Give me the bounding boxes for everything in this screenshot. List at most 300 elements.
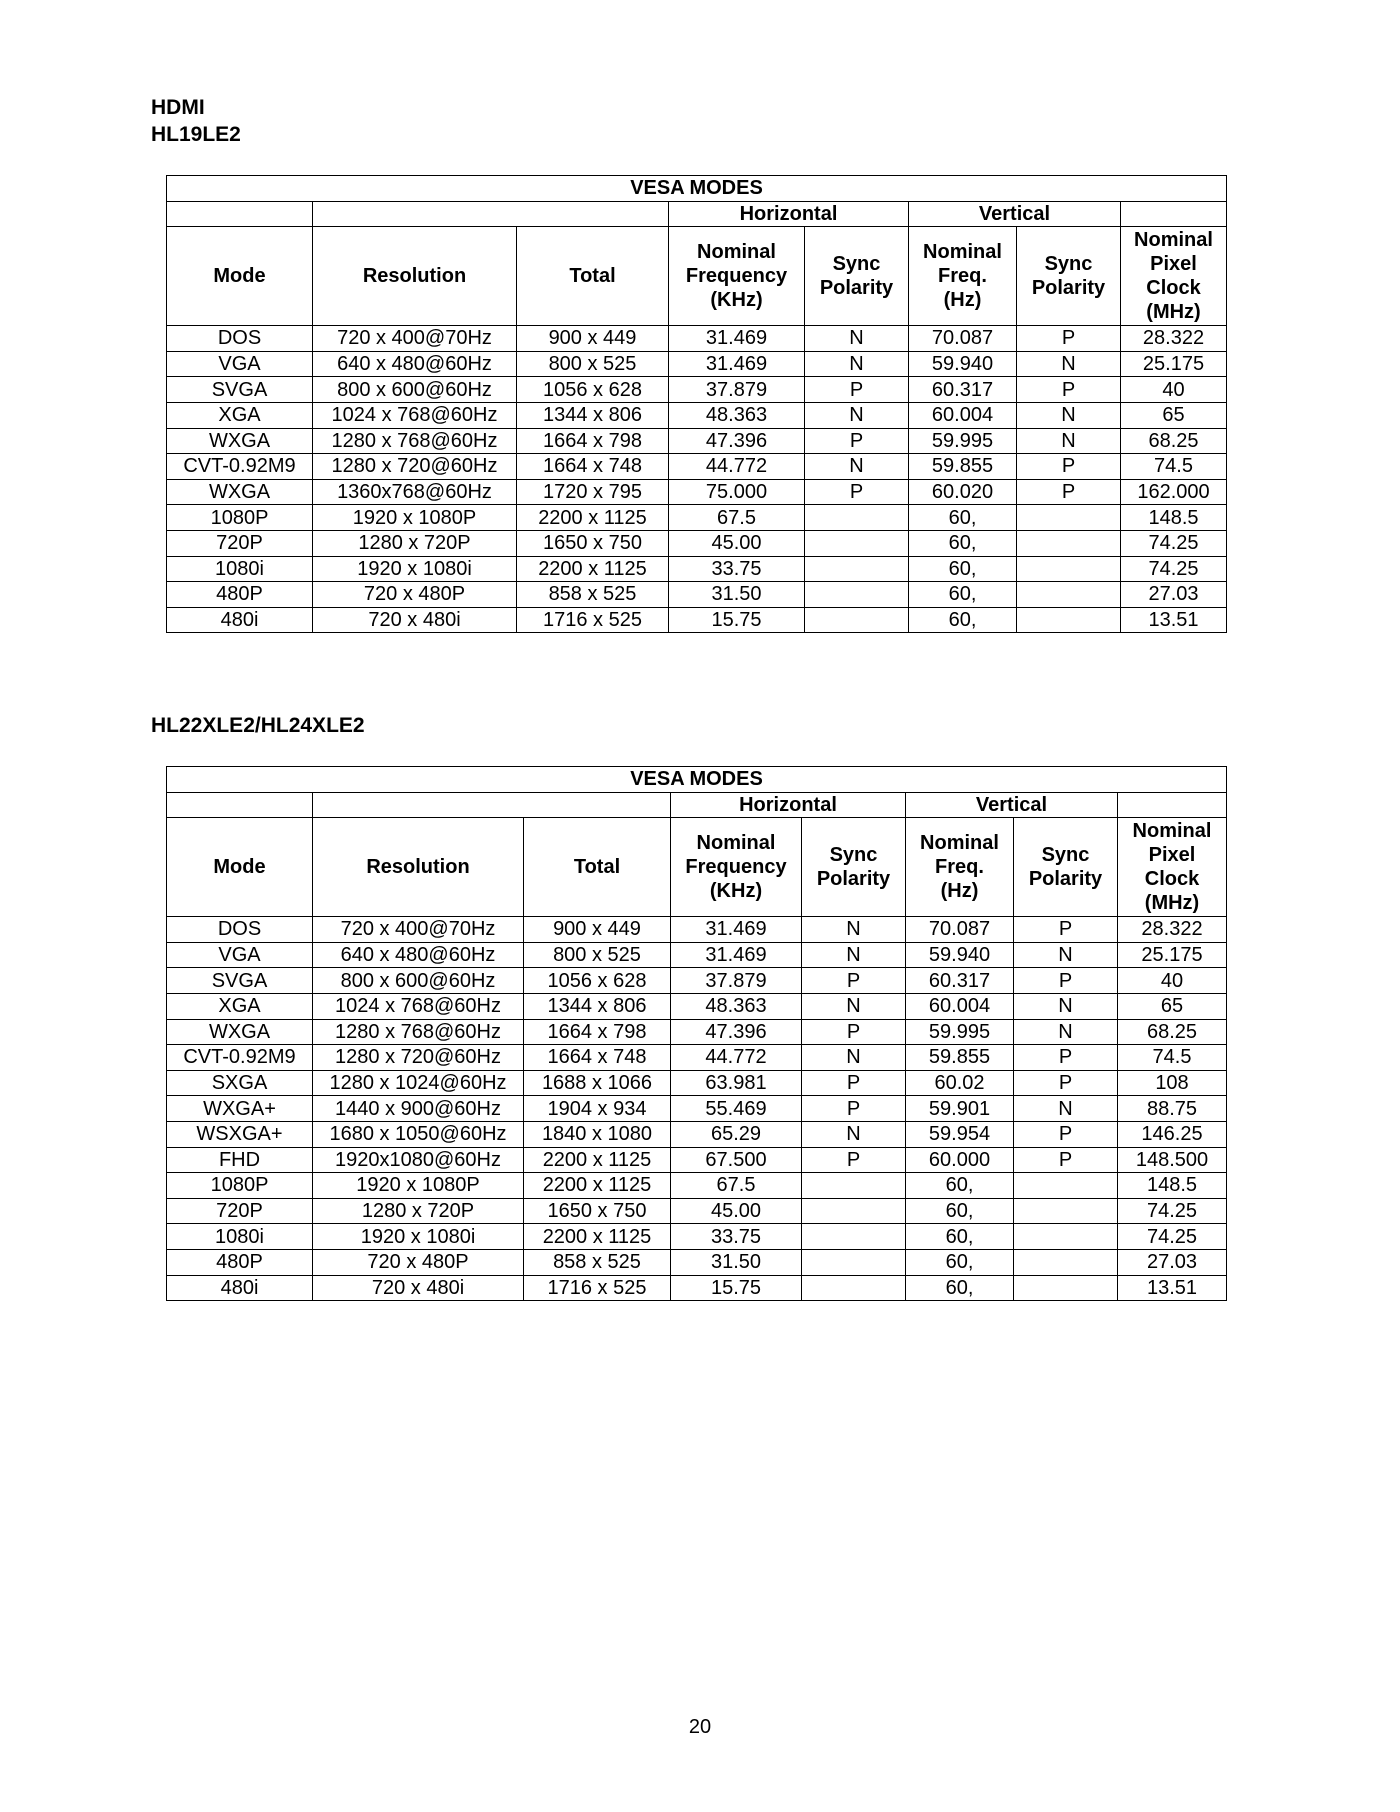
resolution-cell: 720 x 480P (313, 1249, 524, 1275)
total-cell: 1664 x 798 (517, 428, 669, 454)
h-sync-polarity-cell: P (802, 968, 906, 994)
table-row (167, 1224, 1227, 1250)
table-row (167, 968, 1227, 994)
h-frequency-cell: 37.879 (671, 968, 802, 994)
table-row (167, 1249, 1227, 1275)
header-line: Freq. (938, 265, 987, 288)
table-row (167, 1147, 1227, 1173)
table-row (167, 505, 1227, 531)
pixel-clock-cell: 40 (1118, 968, 1227, 994)
section-heading: HDMI (151, 96, 205, 119)
total-cell: 2200 x 1125 (517, 505, 669, 531)
v-sync-polarity-cell: P (1017, 479, 1121, 505)
table-row (167, 1045, 1227, 1071)
v-frequency-cell: 70.087 (906, 917, 1014, 943)
pixel-clock-cell: 65 (1121, 402, 1227, 428)
total-cell: 858 x 525 (524, 1249, 671, 1275)
h-sync-polarity-cell: P (805, 479, 909, 505)
h-sync-polarity-cell (805, 556, 909, 582)
total-cell: 1664 x 748 (524, 1045, 671, 1071)
model-heading-hl19le2: HL19LE2 (151, 123, 241, 146)
total-cell: 1056 x 628 (517, 377, 669, 403)
v-sync-polarity-cell: N (1014, 942, 1118, 968)
table-row (167, 1173, 1227, 1199)
header-line: (KHz) (710, 289, 763, 312)
group-header-blank (313, 792, 671, 818)
mode-cell: DOS (167, 917, 313, 943)
mode-cell: WSXGA+ (167, 1121, 313, 1147)
pixel-clock-cell: 74.25 (1118, 1198, 1227, 1224)
h-frequency-cell: 67.5 (669, 505, 805, 531)
resolution-cell: 1440 x 900@60Hz (313, 1096, 524, 1122)
v-frequency-cell: 59.995 (909, 428, 1017, 454)
v-sync-polarity-cell: N (1014, 1019, 1118, 1045)
h-sync-polarity-cell (805, 505, 909, 531)
col-header-total: Total (524, 818, 671, 917)
h-sync-polarity-cell (805, 582, 909, 608)
mode-cell: WXGA+ (167, 1096, 313, 1122)
header-line: Frequency (685, 856, 787, 879)
mode-cell: CVT-0.92M9 (167, 1045, 313, 1071)
v-sync-polarity-cell (1017, 582, 1121, 608)
total-cell: 1688 x 1066 (524, 1070, 671, 1096)
resolution-cell: 800 x 600@60Hz (313, 377, 517, 403)
table-title: VESA MODES (167, 767, 1227, 793)
h-frequency-cell: 15.75 (669, 607, 805, 633)
table-row (167, 556, 1227, 582)
h-sync-polarity-cell: N (805, 351, 909, 377)
pixel-clock-cell: 40 (1121, 377, 1227, 403)
col-header-total: Total (517, 227, 669, 326)
h-sync-polarity-cell: P (802, 1147, 906, 1173)
h-frequency-cell: 15.75 (671, 1275, 802, 1301)
v-sync-polarity-cell: P (1014, 1070, 1118, 1096)
resolution-cell: 1920 x 1080P (313, 505, 517, 531)
table-body (167, 326, 1227, 633)
col-header-v-nominal-freq (909, 227, 1017, 326)
mode-cell: 480P (167, 582, 313, 608)
table-row (167, 1121, 1227, 1147)
h-frequency-cell: 31.50 (669, 582, 805, 608)
mode-cell: 1080P (167, 505, 313, 531)
h-sync-polarity-cell (805, 607, 909, 633)
pixel-clock-cell: 28.322 (1121, 326, 1227, 352)
group-header-blank (167, 201, 313, 227)
pixel-clock-cell: 74.25 (1121, 556, 1227, 582)
resolution-cell: 1360x768@60Hz (313, 479, 517, 505)
header-line: Nominal (923, 241, 1002, 264)
header-line: Sync (1041, 844, 1090, 867)
col-header-h-nominal-frequency (669, 227, 805, 326)
header-line: Sync (829, 844, 878, 867)
v-frequency-cell: 60, (906, 1198, 1014, 1224)
header-line: (KHz) (709, 880, 763, 903)
resolution-cell: 1024 x 768@60Hz (313, 402, 517, 428)
resolution-cell: 720 x 400@70Hz (313, 917, 524, 943)
resolution-cell: 1920 x 1080P (313, 1173, 524, 1199)
h-sync-polarity-cell (802, 1224, 906, 1250)
v-sync-polarity-cell (1017, 530, 1121, 556)
mode-cell: DOS (167, 326, 313, 352)
total-cell: 1650 x 750 (517, 530, 669, 556)
mode-cell: WXGA (167, 479, 313, 505)
header-line: (MHz) (1144, 892, 1200, 915)
v-sync-polarity-cell: P (1014, 917, 1118, 943)
resolution-cell: 1280 x 720@60Hz (313, 454, 517, 480)
table-row (167, 1070, 1227, 1096)
pixel-clock-cell: 146.25 (1118, 1121, 1227, 1147)
v-frequency-cell: 60.317 (909, 377, 1017, 403)
mode-cell: 480i (167, 607, 313, 633)
header-line: Nominal (1132, 820, 1212, 843)
total-cell: 1840 x 1080 (524, 1121, 671, 1147)
pixel-clock-cell: 74.25 (1118, 1224, 1227, 1250)
total-cell: 800 x 525 (517, 351, 669, 377)
total-cell: 1720 x 795 (517, 479, 669, 505)
col-header-v-sync-polarity (1017, 227, 1121, 326)
pixel-clock-cell: 13.51 (1121, 607, 1227, 633)
h-frequency-cell: 31.469 (671, 942, 802, 968)
v-frequency-cell: 59.855 (909, 454, 1017, 480)
header-line: Polarity (1031, 277, 1106, 300)
h-frequency-cell: 67.5 (671, 1173, 802, 1199)
mode-cell: 720P (167, 530, 313, 556)
col-header-h-sync-polarity (802, 818, 906, 917)
h-sync-polarity-cell: N (802, 993, 906, 1019)
v-frequency-cell: 59.855 (906, 1045, 1014, 1071)
resolution-cell: 640 x 480@60Hz (313, 351, 517, 377)
resolution-cell: 1024 x 768@60Hz (313, 993, 524, 1019)
table-row (167, 1275, 1227, 1301)
pixel-clock-cell: 65 (1118, 993, 1227, 1019)
v-frequency-cell: 59.940 (906, 942, 1014, 968)
mode-cell: VGA (167, 351, 313, 377)
resolution-cell: 640 x 480@60Hz (313, 942, 524, 968)
header-line: Clock (1146, 277, 1201, 300)
mode-cell: SVGA (167, 377, 313, 403)
pixel-clock-cell: 162.000 (1121, 479, 1227, 505)
col-header-mode: Mode (167, 818, 313, 917)
pixel-clock-cell: 148.5 (1118, 1173, 1227, 1199)
table-row (167, 582, 1227, 608)
total-cell: 1664 x 748 (517, 454, 669, 480)
v-frequency-cell: 60.020 (909, 479, 1017, 505)
v-sync-polarity-cell (1014, 1224, 1118, 1250)
pixel-clock-cell: 25.175 (1118, 942, 1227, 968)
v-sync-polarity-cell: P (1014, 1045, 1118, 1071)
h-frequency-cell: 47.396 (671, 1019, 802, 1045)
table-row (167, 993, 1227, 1019)
mode-cell: WXGA (167, 1019, 313, 1045)
h-frequency-cell: 33.75 (669, 556, 805, 582)
v-frequency-cell: 60, (906, 1173, 1014, 1199)
h-sync-polarity-cell: N (802, 1121, 906, 1147)
total-cell: 1650 x 750 (524, 1198, 671, 1224)
h-frequency-cell: 31.469 (669, 326, 805, 352)
group-header-vertical: Vertical (909, 201, 1121, 227)
group-header-vertical: Vertical (906, 792, 1118, 818)
col-header-v-sync-polarity (1014, 818, 1118, 917)
h-sync-polarity-cell: N (805, 326, 909, 352)
h-sync-polarity-cell (805, 530, 909, 556)
pixel-clock-cell: 27.03 (1118, 1249, 1227, 1275)
mode-cell: 720P (167, 1198, 313, 1224)
resolution-cell: 1280 x 768@60Hz (313, 1019, 524, 1045)
v-sync-polarity-cell (1017, 556, 1121, 582)
pixel-clock-cell: 27.03 (1121, 582, 1227, 608)
h-sync-polarity-cell (802, 1249, 906, 1275)
mode-cell: SVGA (167, 968, 313, 994)
h-frequency-cell: 44.772 (671, 1045, 802, 1071)
table-row (167, 402, 1227, 428)
group-header-blank (313, 201, 669, 227)
table-row (167, 377, 1227, 403)
h-sync-polarity-cell: N (805, 454, 909, 480)
h-sync-polarity-cell: N (802, 1045, 906, 1071)
h-frequency-cell: 48.363 (669, 402, 805, 428)
header-line: Freq. (935, 856, 984, 879)
total-cell: 858 x 525 (517, 582, 669, 608)
col-header-pixel-clock (1121, 227, 1227, 326)
group-header-blank (1121, 201, 1227, 227)
h-sync-polarity-cell: P (805, 428, 909, 454)
table-row (167, 917, 1227, 943)
h-frequency-cell: 31.50 (671, 1249, 802, 1275)
v-frequency-cell: 60, (909, 505, 1017, 531)
header-line: Polarity (816, 868, 891, 891)
header-line: Nominal (1134, 229, 1213, 252)
pixel-clock-cell: 68.25 (1118, 1019, 1227, 1045)
mode-cell: 1080i (167, 556, 313, 582)
total-cell: 1716 x 525 (517, 607, 669, 633)
total-cell: 900 x 449 (517, 326, 669, 352)
header-line: Frequency (685, 265, 788, 288)
h-sync-polarity-cell (802, 1173, 906, 1199)
table-row (167, 1198, 1227, 1224)
mode-cell: 1080i (167, 1224, 313, 1250)
v-sync-polarity-cell (1014, 1198, 1118, 1224)
v-frequency-cell: 60, (909, 582, 1017, 608)
header-line: (Hz) (943, 289, 982, 312)
mode-cell: XGA (167, 402, 313, 428)
header-line: Polarity (819, 277, 894, 300)
h-sync-polarity-cell: P (802, 1019, 906, 1045)
h-sync-polarity-cell: P (805, 377, 909, 403)
table-row (167, 454, 1227, 480)
mode-cell: XGA (167, 993, 313, 1019)
col-header-resolution: Resolution (313, 227, 517, 326)
vesa-modes-table-hl22xle2-hl24xle2 (166, 766, 1227, 1301)
group-header-horizontal: Horizontal (671, 792, 906, 818)
v-sync-polarity-cell: P (1017, 326, 1121, 352)
group-header-horizontal: Horizontal (669, 201, 909, 227)
v-frequency-cell: 60.02 (906, 1070, 1014, 1096)
col-header-resolution: Resolution (313, 818, 524, 917)
resolution-cell: 800 x 600@60Hz (313, 968, 524, 994)
header-line: Polarity (1028, 868, 1103, 891)
pixel-clock-cell: 88.75 (1118, 1096, 1227, 1122)
h-frequency-cell: 37.879 (669, 377, 805, 403)
h-frequency-cell: 63.981 (671, 1070, 802, 1096)
mode-cell: SXGA (167, 1070, 313, 1096)
pixel-clock-cell: 148.5 (1121, 505, 1227, 531)
total-cell: 800 x 525 (524, 942, 671, 968)
mode-cell: FHD (167, 1147, 313, 1173)
v-sync-polarity-cell (1017, 607, 1121, 633)
v-sync-polarity-cell: N (1014, 993, 1118, 1019)
v-sync-polarity-cell (1014, 1173, 1118, 1199)
h-sync-polarity-cell: N (802, 942, 906, 968)
col-header-h-nominal-frequency (671, 818, 802, 917)
h-sync-polarity-cell: P (802, 1096, 906, 1122)
pixel-clock-cell: 74.5 (1121, 454, 1227, 480)
model-heading-hl22xle2-hl24xle2: HL22XLE2/HL24XLE2 (151, 714, 365, 737)
resolution-cell: 1920 x 1080i (313, 556, 517, 582)
table-row (167, 479, 1227, 505)
header-line: (MHz) (1146, 301, 1201, 324)
resolution-cell: 1280 x 768@60Hz (313, 428, 517, 454)
pixel-clock-cell: 68.25 (1121, 428, 1227, 454)
pixel-clock-cell: 148.500 (1118, 1147, 1227, 1173)
h-frequency-cell: 33.75 (671, 1224, 802, 1250)
table-row (167, 351, 1227, 377)
col-header-mode: Mode (167, 227, 313, 326)
h-sync-polarity-cell: N (802, 917, 906, 943)
v-sync-polarity-cell (1014, 1249, 1118, 1275)
h-frequency-cell: 67.500 (671, 1147, 802, 1173)
total-cell: 2200 x 1125 (517, 556, 669, 582)
mode-cell: CVT-0.92M9 (167, 454, 313, 480)
table-row (167, 530, 1227, 556)
resolution-cell: 1920x1080@60Hz (313, 1147, 524, 1173)
v-frequency-cell: 59.954 (906, 1121, 1014, 1147)
table-body (167, 917, 1227, 1301)
header-line: Pixel (1150, 253, 1197, 276)
v-sync-polarity-cell: P (1017, 454, 1121, 480)
h-frequency-cell: 45.00 (669, 530, 805, 556)
h-frequency-cell: 55.469 (671, 1096, 802, 1122)
resolution-cell: 720 x 400@70Hz (313, 326, 517, 352)
table-row (167, 607, 1227, 633)
table-title: VESA MODES (167, 176, 1227, 202)
v-sync-polarity-cell: P (1017, 377, 1121, 403)
header-line: Sync (832, 253, 881, 276)
header-line: Sync (1044, 253, 1093, 276)
resolution-cell: 1280 x 720P (313, 530, 517, 556)
header-line: Clock (1144, 868, 1200, 891)
resolution-cell: 1920 x 1080i (313, 1224, 524, 1250)
header-line: (Hz) (940, 880, 979, 903)
v-sync-polarity-cell: N (1014, 1096, 1118, 1122)
v-frequency-cell: 60, (906, 1249, 1014, 1275)
total-cell: 900 x 449 (524, 917, 671, 943)
table-row (167, 428, 1227, 454)
v-sync-polarity-cell: P (1014, 1121, 1118, 1147)
total-cell: 1056 x 628 (524, 968, 671, 994)
resolution-cell: 1280 x 1024@60Hz (313, 1070, 524, 1096)
mode-cell: 1080P (167, 1173, 313, 1199)
vesa-modes-table-hl19le2 (166, 175, 1227, 633)
mode-cell: WXGA (167, 428, 313, 454)
h-frequency-cell: 75.000 (669, 479, 805, 505)
h-sync-polarity-cell (802, 1198, 906, 1224)
v-sync-polarity-cell: N (1017, 402, 1121, 428)
col-header-pixel-clock (1118, 818, 1227, 917)
v-frequency-cell: 60, (909, 607, 1017, 633)
resolution-cell: 720 x 480P (313, 582, 517, 608)
total-cell: 2200 x 1125 (524, 1147, 671, 1173)
h-frequency-cell: 44.772 (669, 454, 805, 480)
v-frequency-cell: 59.995 (906, 1019, 1014, 1045)
v-sync-polarity-cell (1014, 1275, 1118, 1301)
group-header-blank (1118, 792, 1227, 818)
col-header-h-sync-polarity (805, 227, 909, 326)
h-sync-polarity-cell: N (805, 402, 909, 428)
header-line: Nominal (920, 832, 999, 855)
v-frequency-cell: 60, (906, 1275, 1014, 1301)
table-row (167, 1019, 1227, 1045)
total-cell: 1664 x 798 (524, 1019, 671, 1045)
pixel-clock-cell: 13.51 (1118, 1275, 1227, 1301)
pixel-clock-cell: 108 (1118, 1070, 1227, 1096)
h-frequency-cell: 48.363 (671, 993, 802, 1019)
total-cell: 1716 x 525 (524, 1275, 671, 1301)
v-frequency-cell: 60.000 (906, 1147, 1014, 1173)
h-sync-polarity-cell: P (802, 1070, 906, 1096)
resolution-cell: 720 x 480i (313, 607, 517, 633)
v-frequency-cell: 60, (906, 1224, 1014, 1250)
total-cell: 1344 x 806 (517, 402, 669, 428)
v-frequency-cell: 59.940 (909, 351, 1017, 377)
header-line: Pixel (1148, 844, 1196, 867)
v-frequency-cell: 70.087 (909, 326, 1017, 352)
v-sync-polarity-cell: P (1014, 1147, 1118, 1173)
v-sync-polarity-cell: P (1014, 968, 1118, 994)
v-frequency-cell: 60, (909, 556, 1017, 582)
pixel-clock-cell: 25.175 (1121, 351, 1227, 377)
v-sync-polarity-cell: N (1017, 428, 1121, 454)
total-cell: 1344 x 806 (524, 993, 671, 1019)
v-frequency-cell: 60.317 (906, 968, 1014, 994)
resolution-cell: 1280 x 720@60Hz (313, 1045, 524, 1071)
resolution-cell: 1680 x 1050@60Hz (313, 1121, 524, 1147)
mode-cell: 480i (167, 1275, 313, 1301)
v-frequency-cell: 59.901 (906, 1096, 1014, 1122)
page-number: 20 (688, 1716, 712, 1738)
total-cell: 1904 x 934 (524, 1096, 671, 1122)
table-row (167, 942, 1227, 968)
h-frequency-cell: 45.00 (671, 1198, 802, 1224)
pixel-clock-cell: 74.5 (1118, 1045, 1227, 1071)
resolution-cell: 720 x 480i (313, 1275, 524, 1301)
mode-cell: 480P (167, 1249, 313, 1275)
resolution-cell: 1280 x 720P (313, 1198, 524, 1224)
h-sync-polarity-cell (802, 1275, 906, 1301)
v-frequency-cell: 60.004 (909, 402, 1017, 428)
v-sync-polarity-cell (1017, 505, 1121, 531)
table-row (167, 1096, 1227, 1122)
h-frequency-cell: 31.469 (669, 351, 805, 377)
total-cell: 2200 x 1125 (524, 1173, 671, 1199)
mode-cell: VGA (167, 942, 313, 968)
col-header-v-nominal-freq (906, 818, 1014, 917)
v-sync-polarity-cell: N (1017, 351, 1121, 377)
group-header-blank (167, 792, 313, 818)
pixel-clock-cell: 74.25 (1121, 530, 1227, 556)
table-row (167, 326, 1227, 352)
v-frequency-cell: 60.004 (906, 993, 1014, 1019)
h-frequency-cell: 65.29 (671, 1121, 802, 1147)
